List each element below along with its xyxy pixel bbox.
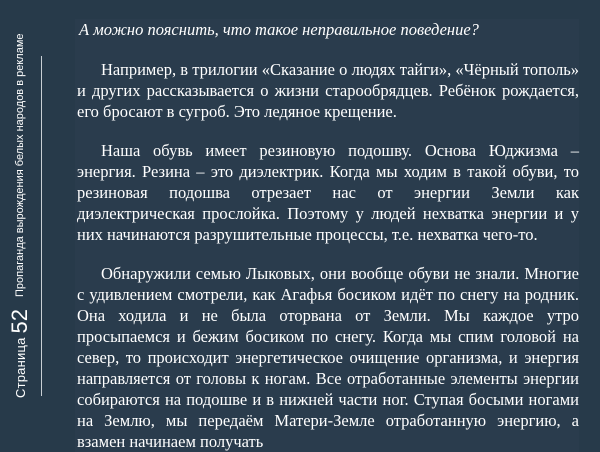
sidebar-divider — [41, 56, 42, 396]
page-number: 52 — [7, 308, 32, 334]
paragraph-2: Наша обувь имеет резиновую подошву. Основа Юджизма – энергия. Резина – это диэлектрик. Когда мы ходим в такой обуви, то резиновая подошва отрезает нас от энергии Земли как диэлектрическая прослойка. Поэтому у людей нехватка энергии и у них начинаются разрушительные процессы, т.е. нехватка чего-то. — [77, 141, 579, 244]
running-title: Пропаганда вырождения белых народов в рекламе — [14, 33, 26, 297]
question-heading: А можно пояснить, что такое неправильное поведение? — [79, 20, 479, 39]
sidebar — [0, 0, 44, 423]
paragraph-1: Например, в трилогии «Сказание о людях тайги», «Чёрный тополь» и других рассказывается о жизни старообрядцев. Ребёнок рождается, его бросают в сугроб. Это ледяное крещение. — [77, 60, 579, 121]
page-label: Страница — [12, 337, 28, 398]
main-text — [75, 19, 579, 452]
sidebar-caption — [2, 33, 38, 398]
paragraph-3: Обнаружили семью Лыковых, они вообще обуви не знали. Многие с удивлением смотрели, как Агафья босиком идёт по снегу на родник. Она ходила и не была оторвана от Земли. Мы каждое утро просыпаемся и бежим босиком по снегу. Когда мы спим головой на север, то происходит энергетическое очищение организма, и энергия направляется от головы к ногам. Все отработанные элементы энергии собираются на подошве и в нижней части ног. Ступая босыми ногами на Землю, мы передаём Матери-Земле отработанную энергию, а взамен начинаем получать — [77, 264, 579, 451]
